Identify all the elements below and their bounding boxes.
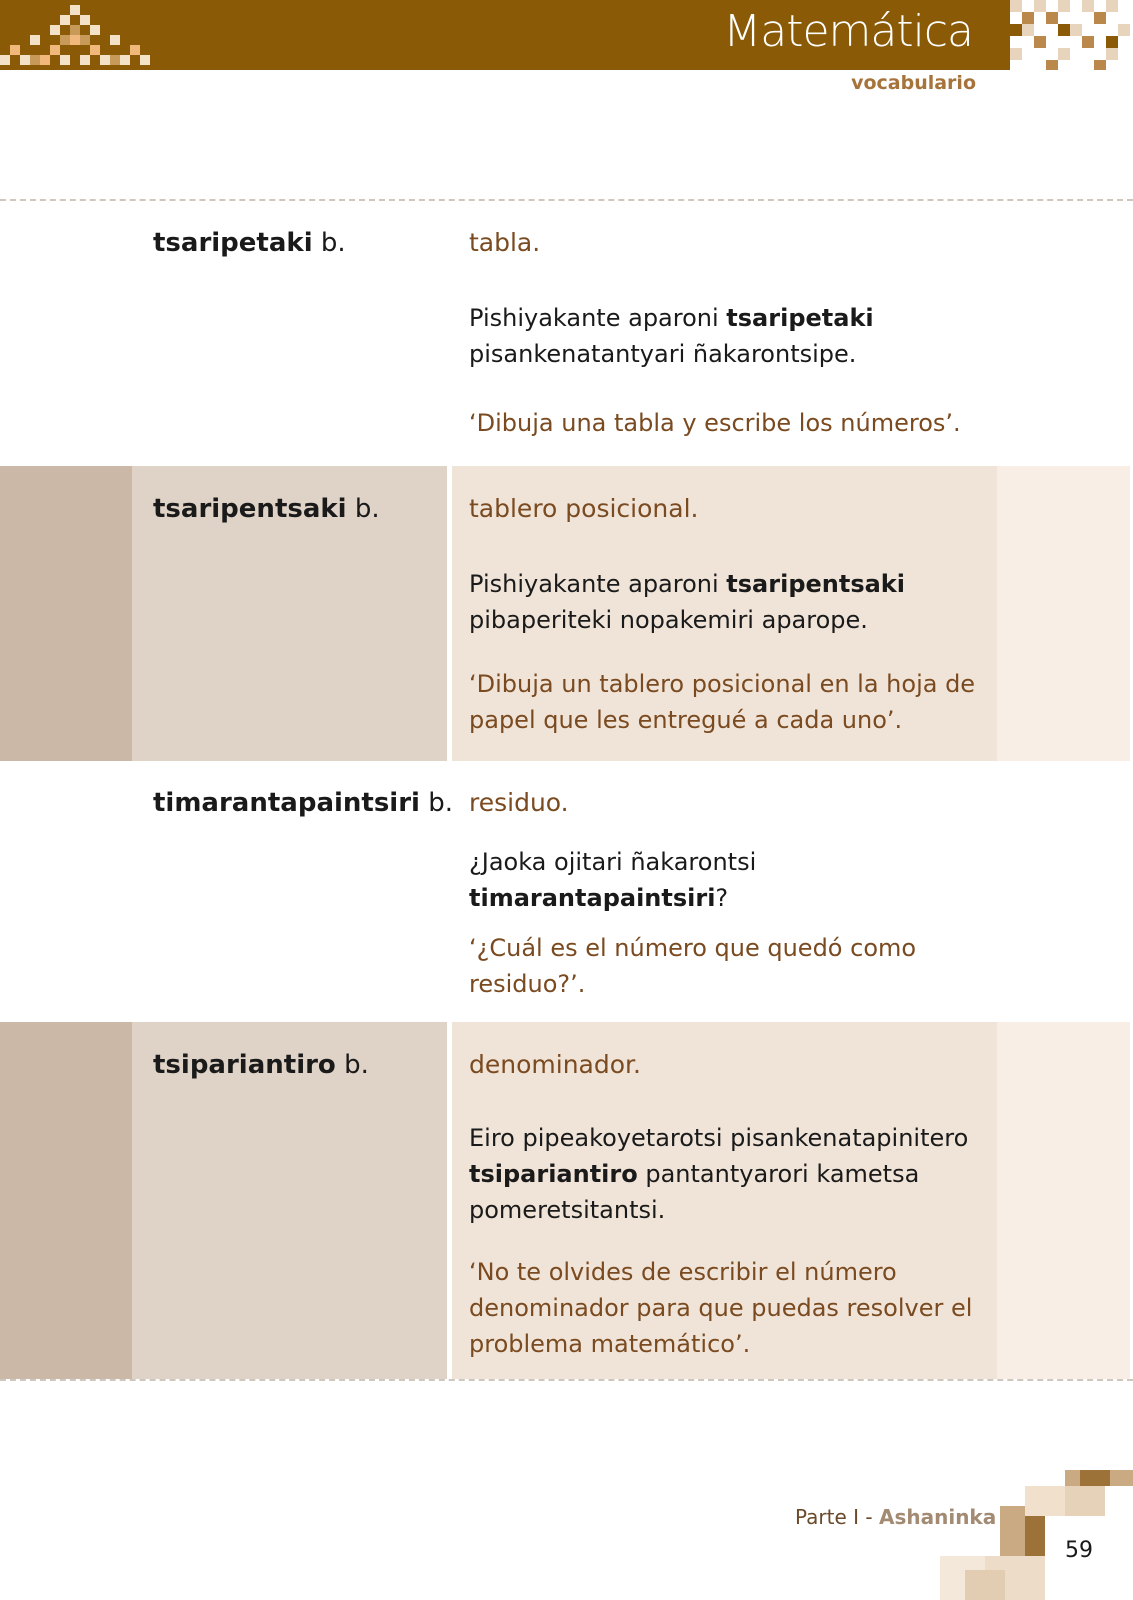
- footer-pattern-icon: [940, 1470, 1133, 1600]
- entry-term: tsaripetaki b.: [153, 228, 346, 258]
- entry-gloss: denominador.: [469, 1050, 641, 1079]
- entry-gloss: tablero posicional.: [469, 494, 699, 523]
- page-number: 59: [1065, 1538, 1093, 1563]
- page-subtitle: vocabulario: [851, 72, 976, 94]
- entry-term: tsaripentsaki b.: [153, 494, 380, 524]
- entry-term: tsipariantiro b.: [153, 1050, 369, 1080]
- entry-row: [0, 1022, 1133, 1379]
- entry-gloss: residuo.: [469, 788, 569, 817]
- entry-example: Pishiyakante aparoni tsaripentsaki pibaperiteki nopakemiri aparope.: [469, 570, 905, 634]
- entry-translation: ‘¿Cuál es el número que quedó como residuo?’.: [469, 934, 917, 998]
- divider-bottom: [0, 1379, 1133, 1381]
- entry-example: Eiro pipeakoyetarotsi pisankenatapinitero tsipariantiro pantantyarori kametsa pomeretsitantsi.: [469, 1124, 969, 1224]
- entry-gloss: tabla.: [469, 228, 541, 257]
- entry-row: [0, 466, 1133, 761]
- entry-example: Pishiyakante aparoni tsaripetaki pisankenatantyari ñakarontsipe.: [469, 304, 874, 368]
- entry-translation: ‘Dibuja una tabla y escribe los números’.: [469, 409, 961, 437]
- entry-row: [0, 200, 1133, 465]
- entry-translation: ‘No te olvides de escribir el número denominador para que puedas resolver el problema matemático’.: [469, 1258, 973, 1358]
- woven-pattern-right-icon: [1010, 0, 1133, 70]
- page-title: Matemática: [723, 6, 973, 57]
- entry-example: ¿Jaoka ojitari ñakarontsi timarantapaintsiri?: [469, 848, 757, 912]
- entry-row: [0, 762, 1133, 1022]
- entry-translation: ‘Dibuja un tablero posicional en la hoja de papel que les entregué a cada uno’.: [469, 670, 976, 734]
- woven-pattern-left-icon: [0, 0, 160, 70]
- entry-term: timarantapaintsiri b.: [153, 788, 454, 818]
- footer-part: Parte I - Ashaninka: [795, 1505, 997, 1529]
